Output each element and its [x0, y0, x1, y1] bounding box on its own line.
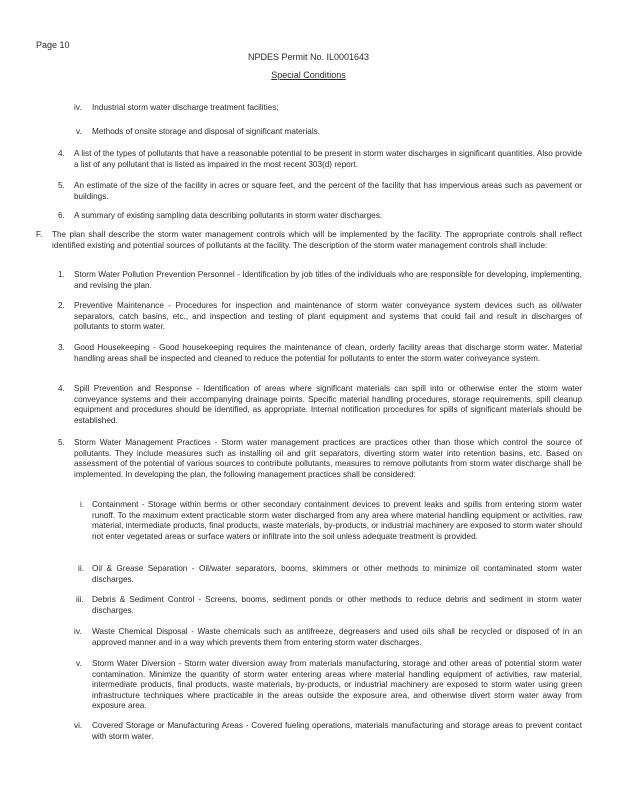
item-text: Storm Water Pollution Prevention Personnel - Identification by job titles of the individuals who are responsible for developing, implementing, and revising the plan. — [74, 270, 582, 290]
item-label: 5. — [58, 181, 65, 190]
item-text: Storm Water Management Practices - Storm water management practices are practices other than those which control the source of pollutants. They include measures such as installing oil and grit separators, diverting storm water into retention basins, etc. Based on assessment of the potential of various sources to contribute pollutants, measures to remove pollutants from storm water discharge shall be implemented. In developing the plan, the following management practices shall be considered: — [74, 438, 582, 479]
item-label: iv. — [74, 627, 82, 636]
item-text: Spill Prevention and Response - Identification of areas where significant materials can spill into or otherwise enter the storm water conveyance systems and their accompanying drainage points. Specific material handling procedures, storage requirements, spill cleanup equipment and procedures should be identified, as appropriate. Internal notification procedures for spills of significant materials should be established. — [74, 384, 582, 425]
item-label: 5. — [58, 438, 65, 447]
section-text: The plan shall describe the storm water management controls which will be implemented by the facility. The appropriate controls shall reflect identified existing and potential sources of pollutants at the facility. The description of the storm water management controls shall include: — [52, 230, 582, 250]
item-text: Preventive Maintenance - Procedures for inspection and maintenance of storm water conveyance system devices such as oil/water separators, catch basins, etc., and inspection and testing of plant equipment and systems that could fail and result in discharges of pollutants to storm water. — [74, 301, 582, 332]
item-label: 6. — [58, 211, 65, 220]
section-title: Special Conditions — [271, 70, 346, 80]
item-text: An estimate of the size of the facility in acres or square feet, and the percent of the facility that has impervious areas such as pavement or buildings. — [74, 181, 582, 201]
item-label: v. — [76, 659, 82, 668]
item-text: Containment - Storage within berms or other secondary containment devices to prevent leaks and spills from entering storm water runoff. To the maximum extent practicable storm water discharged from any area where material handling equipment or activities, raw material, intermediate products, final products, waste materials, by-products, or industrial machinery are exposed to storm water should not enter vegetated areas or surface waters or infiltrate into the soil unless adequate treatment is provided. — [92, 500, 582, 541]
item-label: iii. — [76, 595, 84, 604]
item-text: Waste Chemical Disposal - Waste chemicals such as antifreeze, degreasers and used oils shall be recycled or disposed of in an approved manner and in a way which prevents them from entering storm water discharges. — [92, 627, 582, 647]
item-text: Oil & Grease Separation - Oil/water separators, booms, skimmers or other methods to minimize oil contaminated storm water discharges. — [92, 564, 582, 584]
item-text: Storm Water Diversion - Storm water diversion away from materials manufacturing, storage and other areas of potential storm water contamination. Minimize the quantity of storm water entering areas where material handling equipment of activities, raw material, intermediate products, final products, waste materials, by-products, or industrial machinery are exposed to storm water using green infrastructure techniques where practicable in the areas outside the exposure area, and otherwise divert storm water away from exposure area. — [92, 659, 582, 711]
item-label: 4. — [58, 384, 65, 393]
item-label: 4. — [58, 149, 65, 158]
item-label: 2. — [58, 301, 65, 310]
item-label: ii. — [78, 564, 84, 573]
item-text: Good Housekeeping - Good housekeeping requires the maintenance of clean, orderly facility areas that discharge storm water. Material handling areas shall be inspected and cleaned to reduce the potential for pollutants to enter the storm water conveyance system. — [74, 343, 582, 363]
section-label: F. — [36, 230, 43, 239]
item-text: Methods of onsite storage and disposal of significant materials. — [92, 127, 321, 136]
item-text: Covered Storage or Manufacturing Areas - Covered fueling operations, materials manufacturing and storage areas to prevent contact with storm water. — [92, 721, 582, 741]
item-label: iv. — [74, 103, 82, 112]
item-label: 3. — [58, 343, 65, 352]
page-number: Page 10 — [36, 40, 70, 50]
item-label: 1. — [58, 270, 65, 279]
permit-title: NPDES Permit No. IL0001643 — [247, 52, 370, 62]
item-label: i. — [80, 500, 85, 509]
item-text: A list of the types of pollutants that have a reasonable potential to be present in storm water discharges in significant quantities. Also provide a list of any pollutant that is listed as impaired in the most recent 303(d) report. — [74, 149, 582, 169]
item-text: Industrial storm water discharge treatment facilities; — [92, 103, 279, 112]
item-text: A summary of existing sampling data describing pollutants in storm water discharges. — [74, 211, 383, 220]
item-label: vi. — [74, 721, 83, 730]
item-text: Debris & Sediment Control - Screens, booms, sediment ponds or other methods to reduce debris and sediment in storm water discharges. — [92, 595, 582, 615]
item-label: v. — [76, 127, 82, 136]
